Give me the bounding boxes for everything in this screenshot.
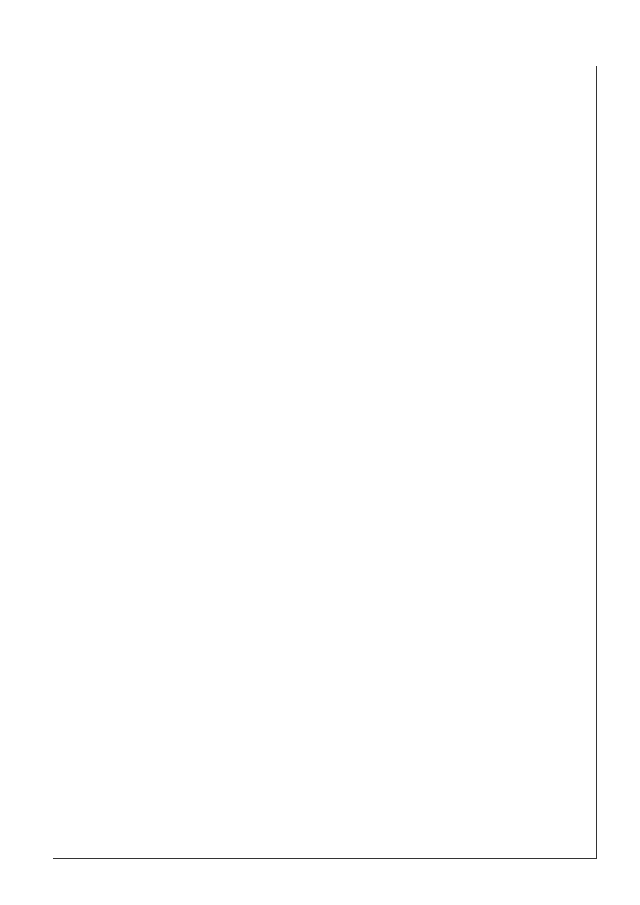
indicator-table: [53, 66, 597, 859]
